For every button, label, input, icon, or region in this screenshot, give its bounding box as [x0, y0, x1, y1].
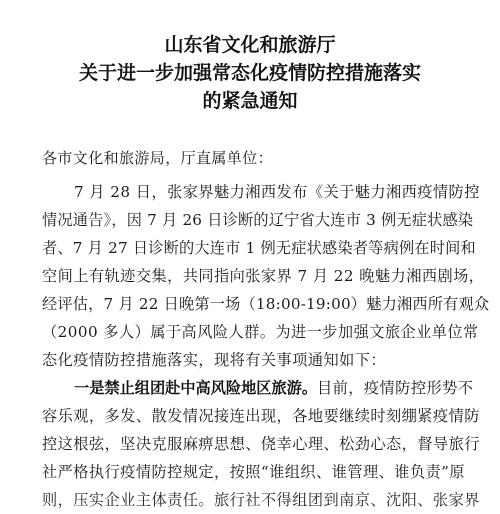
paragraph-line: 态化疫情防控措施落实，现将有关事项通知如下： — [42, 351, 387, 369]
section-text: 目前，疫情防控形势不 — [317, 379, 474, 397]
issuer-title: 山东省文化和旅游厅 — [164, 34, 336, 56]
paragraph-line: 者、7 月 27 日诊断的大连市 1 例无症状感染者等病例在时间和 — [42, 239, 476, 257]
paragraph-line — [74, 377, 473, 398]
paragraph-line: 社严格执行疫情防控规定，按照“谁组织、谁管理、谁负责”原 — [42, 463, 466, 481]
paragraph-line: 情况通告》，因 7 月 26 日诊断的辽宁省大连市 3 例无症状感染 — [42, 211, 474, 229]
paragraph-line: 经评估，7 月 22 日晚第一场（18:00-19:00）魅力湘西所有观众 — [42, 295, 490, 313]
paragraph-line: 容乐观，多发、散发情况接连出现，各地要继续时刻绷紧疫情防 — [42, 407, 480, 425]
paragraph-line: 则，压实企业主体责任。旅行社不得组团到南京、沈阳、张家界 — [42, 491, 480, 509]
paragraph-line: 控这根弦，坚决克服麻痹思想、侥幸心理、松劲心态，督导旅行 — [42, 435, 480, 453]
paragraph-line: 7 月 28 日，张家界魅力湘西发布《关于魅力湘西疫情防控 — [74, 183, 480, 201]
paragraph-line: 空间上有轨迹交集，共同指向张家界 7 月 22 晚魅力湘西剧场， — [42, 267, 485, 285]
notice-title-line-1: 关于进一步加强常态化疫情防控措施落实 — [78, 62, 421, 84]
paragraph-line: （2000 多人）属于高风险人群。为进一步加强文旅企业单位常 — [42, 323, 479, 341]
section-heading: 一是禁止组团赴中高风险地区旅游。 — [74, 379, 317, 397]
salutation: 各市文化和旅游局，厅直属单位： — [42, 149, 274, 167]
notice-title-line-2: 的紧急通知 — [202, 90, 298, 112]
